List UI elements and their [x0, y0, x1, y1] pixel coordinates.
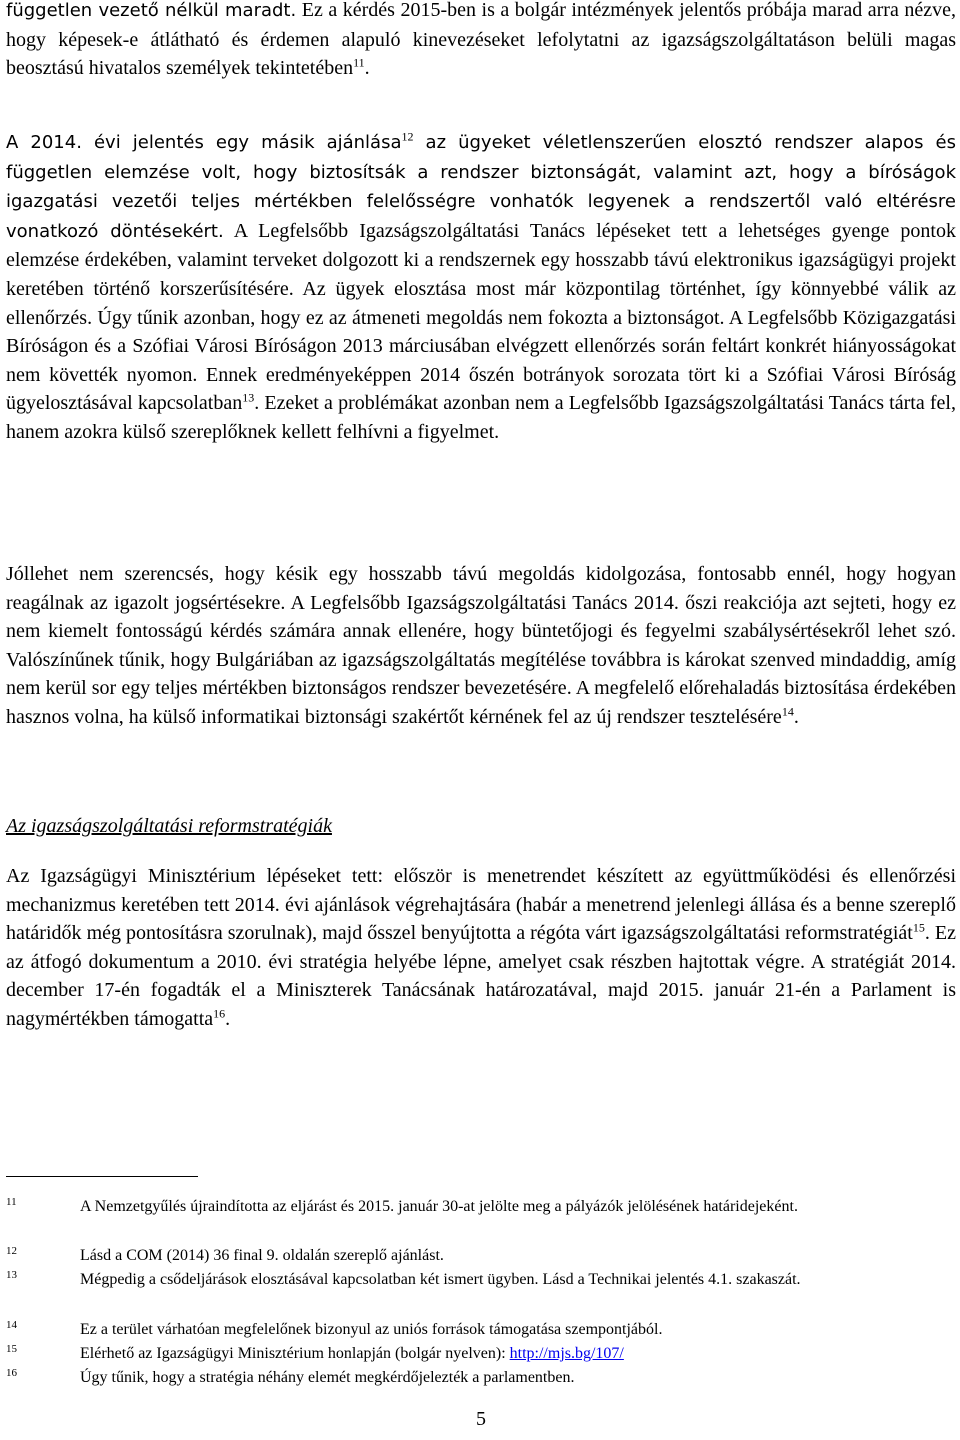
paragraph-4-part-2: . Ez az átfogó dokumentum a 2010. évi stratégia helyébe lépne, amelyet csak részben hajtottak végre. A stratégiát 2014. december 17-én fogadták el a Miniszterek Tanácsának határozatával, majd 2015. január 21-én a Parlament is nagymértékben támogatta	[6, 922, 956, 1030]
paragraph-1-text: Ez a kérdés 2015-ben is a bolgár intézmények jelentős próbája marad arra nézve, hogy képesek-e átlátható és érdemen alapuló kinevezéseket lefolytatni az igazságszolgáltatáson belüli magas beosztású hivatalos személyek tekintetében	[6, 0, 956, 80]
footnote-text: Ez a terület várhatóan megfelelőnek bizonyul az uniós források támogatása szempontjából.	[80, 1321, 663, 1338]
paragraph-1	[6, 0, 956, 83]
section-heading: Az igazságszolgáltatási reformstratégiák	[6, 815, 332, 837]
footnote-ref-15[interactable]: 15	[912, 920, 925, 935]
footnote-text: Mégpedig a csődeljárások elosztásával kapcsolatban két ismert ügyben. Lásd a Technikai jelentés 4.1. szakaszát.	[80, 1271, 801, 1288]
paragraph-2-part-4: . Ezeket a problémákat azonban nem a Legfelsőbb Igazságszolgáltatási Tanács tárta fel, hanem azokra külső szereplőknek kellett felhívni a figyelmet.	[6, 392, 956, 443]
paragraph-4	[6, 862, 956, 1034]
footnote-ref-16[interactable]: 16	[213, 1006, 226, 1021]
page-number: 5	[476, 1408, 486, 1430]
footnote-number: 15	[6, 1343, 17, 1355]
paragraph-2-part-3: A Legfelsőbb Igazságszolgáltatási Tanács lépéseket tett a lehetséges gyenge pontok elemzése érdekében, valamint terveket dolgozott ki a rendszernek egy hosszabb távú elektronikus igazságügyi projekt keretében történő korszerűsítésére. Az ügyek elosztása most már központilag történhet, így könnyebbé válik az ellenőrzés. Úgy tűnik azonban, hogy ez az átmeneti megoldás nem fokozta a biztonságot. A Legfelsőbb Közigazgatási Bíróságon és a Szófiai Városi Bíróságon 2013 márciusában elvégzett ellenőrzés során feltárt konkrét hiányosságokat nem követték nyomon. Ennek eredményeképpen 2014 őszén botrányok sorozata tört ki a Szófiai Városi Bíróság ügyelosztásával kapcsolatban	[6, 219, 956, 415]
footnote-text: Elérhető az Igazságügyi Minisztérium honlapján (bolgár nyelven):	[80, 1345, 510, 1362]
footnote-text: A Nemzetgyűlés újraindította az eljárást és 2015. január 30-at jelölte meg a pályázók jelölésének határidejeként.	[80, 1198, 798, 1215]
footnote-number: 12	[6, 1245, 17, 1257]
paragraph-3	[6, 560, 956, 732]
paragraph-3-text: Jóllehet nem szerencsés, hogy késik egy hosszabb távú megoldás kidolgozása, fontosabb ennél, hogy hogyan reagálnak az igazolt jogsértésekre. A Legfelsőbb Igazságszolgáltatási Tanács 2014. őszi reakciója azt sejteti, hogy ez nem kiemelt fontosságú kérdés számára annak ellenére, hogy büntetőjogi és fegyelmi szabálysértésekről lehet szó. Valószínűnek tűnik, hogy Bulgáriában az igazságszolgáltatás megítélése továbbra is károkat szenved mindaddig, amíg nem kerül sor egy teljes mértékben biztonságos rendszer bevezetésére. A megfelelő előrehaladás biztosítása érdekében hasznos volna, ha külső informatikai biztonsági szakértőt kérnének fel az új rendszer tesztelésére	[6, 563, 956, 728]
paragraph-1-opening: független vezető nélkül maradt.	[6, 0, 297, 21]
footnote-number: 11	[6, 1196, 17, 1208]
paragraph-3-end: .	[793, 705, 799, 728]
ministry-website-link[interactable]: http://mjs.bg/107/	[509, 1345, 624, 1362]
paragraph-4-part-1: Az Igazságügyi Minisztérium lépéseket tett: először is menetrendet készített az együttműködési és ellenőrzési mechanizmus keretében tett 2014. évi ajánlások végrehajtására (habár a menetrend jelenlegi állása és a benne szereplő határidők még pontosításra szorulnak), majd ősszel benyújtotta a régóta várt igazságszolgáltatási reformstratégiát	[6, 865, 956, 945]
footnote-number: 14	[6, 1319, 17, 1331]
paragraph-4-end: .	[225, 1007, 231, 1030]
footnote-ref-11[interactable]: 11	[353, 55, 365, 70]
paragraph-1-end: .	[364, 57, 370, 80]
footnote-ref-14[interactable]: 14	[781, 704, 794, 719]
paragraph-2-part-1: A 2014. évi jelentés egy másik ajánlása	[6, 132, 402, 153]
footnote-text-with-link	[80, 1343, 958, 1364]
footnote-text: Lásd a COM (2014) 36 final 9. oldalán szereplő ajánlást.	[80, 1247, 444, 1264]
footnote-text: Úgy tűnik, hogy a stratégia néhány elemét megkérdőjelezték a parlamentben.	[80, 1369, 575, 1386]
footnote-ref-13[interactable]: 13	[242, 390, 255, 405]
footnote-number: 16	[6, 1367, 17, 1379]
paragraph-2-part-2: az ügyeket véletlenszerűen elosztó rendszer alapos és független elemzése volt, hogy biztosítsák a rendszer biztonságát, valamint azt, hogy a bíróságok igazgatási vezetői teljes mértékben felelősségre vonhatók legyenek a rendszertől való eltérésre vonatkozó döntésekért.	[6, 132, 956, 242]
footnote-ref-12[interactable]: 12	[401, 129, 414, 144]
paragraph-2	[6, 128, 956, 447]
footnote-number: 13	[6, 1269, 17, 1281]
footnote-separator	[6, 1176, 198, 1177]
